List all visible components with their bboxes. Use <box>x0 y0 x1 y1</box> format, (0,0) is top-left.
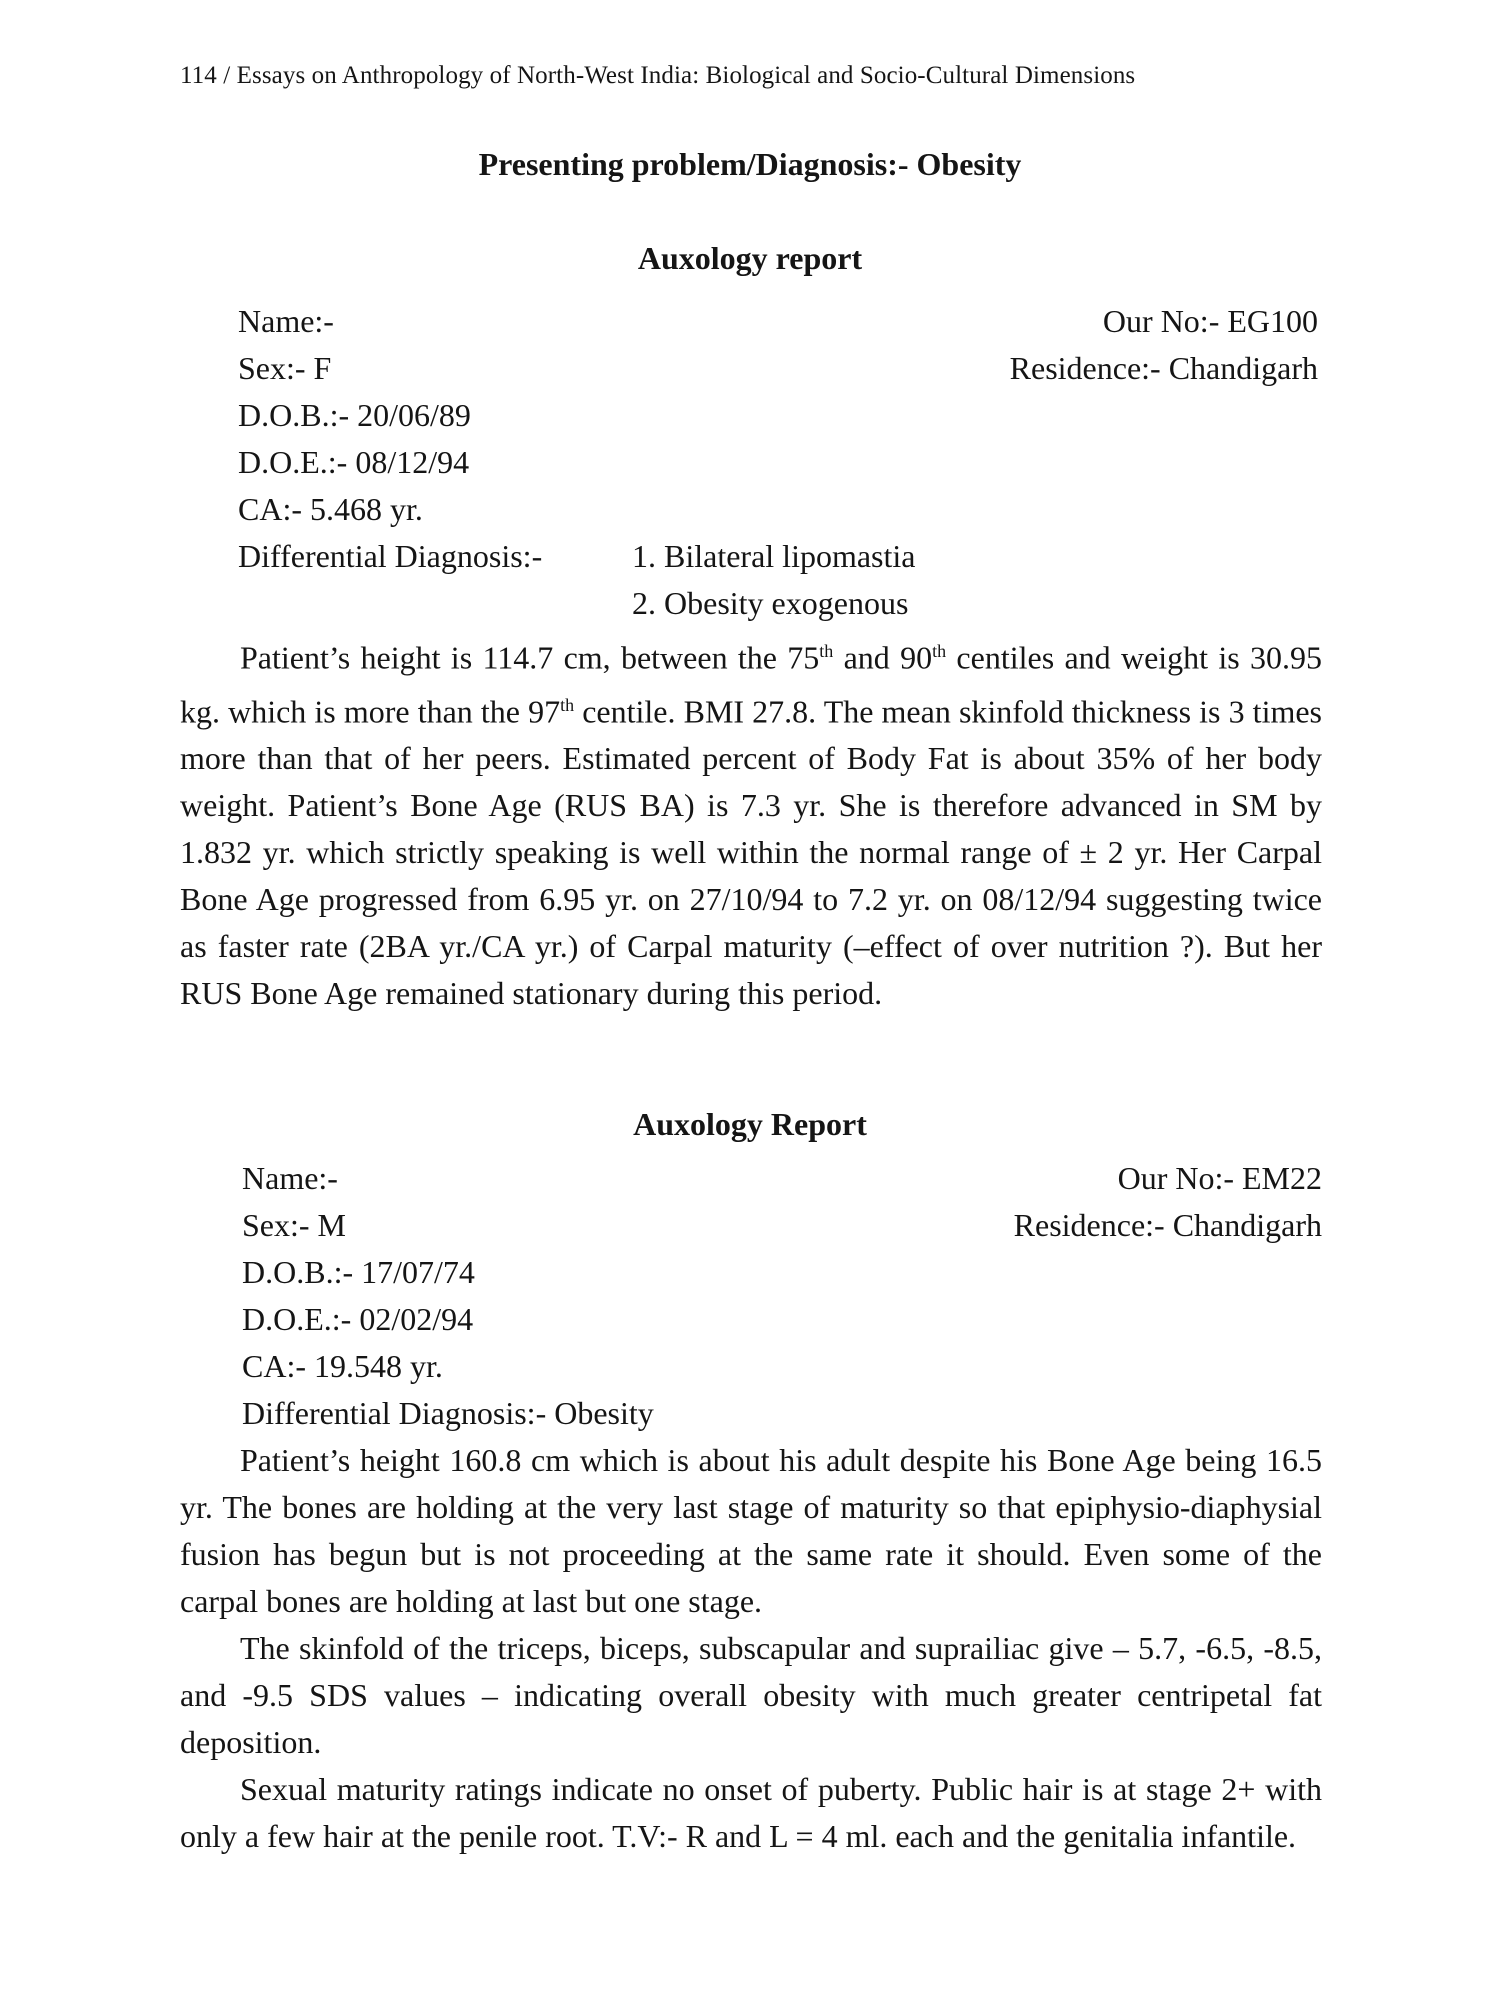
report2-paragraph-1: Patient’s height 160.8 cm which is about his adult despite his Bone Age being 16.5 yr. The bones are holding at the very last stage of maturity so that epiphysio-diaphysial fusion has begun but is not proceeding at the same rate it should. Even some of the carpal bones are holding at last but one stage. <box>180 1442 1322 1619</box>
report1-ca: CA:- 5.468 yr. <box>238 491 423 527</box>
presenting-problem-heading: Presenting problem/Diagnosis:- Obesity <box>478 146 1022 182</box>
report2-title: Auxology Report <box>633 1106 867 1142</box>
report1-diff-label: Differential Diagnosis:- <box>238 538 543 574</box>
report1-paragraph <box>180 628 1322 1017</box>
report2-residence: Residence:- Chandigarh <box>1013 1207 1322 1243</box>
report2-our-no: Our No:- EM22 <box>1117 1160 1322 1196</box>
report2-paragraph-2: The skinfold of the triceps, biceps, subscapular and suprailiac give – 5.7, -6.5, -8.5, and -9.5 SDS values – indicating overall obesity with much greater centripetal fat deposition. <box>180 1630 1322 1760</box>
report1-sex: Sex:- F <box>238 350 332 386</box>
report1-doe: D.O.E.:- 08/12/94 <box>238 444 470 480</box>
superscript-th: th <box>560 694 575 715</box>
report1-diff-item-1: 1. Bilateral lipomastia <box>632 538 916 574</box>
report1-text-b: and 90 <box>833 639 933 676</box>
report1-body-text <box>180 628 1322 1017</box>
report2-ca: CA:- 19.548 yr. <box>242 1348 443 1384</box>
superscript-th: th <box>819 641 834 661</box>
report1-text-a: Patient’s height is 114.7 cm, between the 75 <box>240 639 820 676</box>
superscript-th: th <box>932 641 947 661</box>
report2-paragraphs <box>180 1437 1322 1860</box>
report1-diff-item-2: 2. Obesity exogenous <box>632 585 909 621</box>
report1-our-no: Our No:- EG100 <box>1102 303 1318 339</box>
report2-paragraph-3: Sexual maturity ratings indicate no onset of puberty. Public hair is at stage 2+ with only a few hair at the penile root. T.V:- R and L = 4 ml. each and the genitalia infantile. <box>180 1771 1322 1854</box>
report2-dob: D.O.B.:- 17/07/74 <box>242 1254 475 1290</box>
report2-sex: Sex:- M <box>242 1207 346 1243</box>
report2-name: Name:- <box>242 1160 338 1196</box>
report2-diff: Differential Diagnosis:- Obesity <box>242 1395 654 1431</box>
report2-doe: D.O.E.:- 02/02/94 <box>242 1301 474 1337</box>
report1-text-c: centiles and weight is 30.95 kg. which is more than the 97 <box>180 639 1323 730</box>
running-head: 114 / Essays on Anthropology of North-West India: Biological and Socio-Cultural Dimensions <box>180 62 1136 89</box>
report1-residence: Residence:- Chandigarh <box>1009 350 1318 386</box>
report1-title: Auxology report <box>637 240 863 276</box>
report1-dob: D.O.B.:- 20/06/89 <box>238 397 471 433</box>
report1-name: Name:- <box>238 303 334 339</box>
report1-text-d: centile. BMI 27.8. The mean skinfold thickness is 3 times more than that of her peers. Estimated percent of Body Fat is about 35% of her body weight. Patient’s Bone Age (RUS BA) is 7.3 yr. She is therefore advanced in SM by 1.832 yr. which strictly speaking is well within the normal range of ± 2 yr. Her Carpal Bone Age progressed from 6.95 yr. on 27/10/94 to 7.2 yr. on 08/12/94 suggesting twice as faster rate (2BA yr./CA yr.) of Carpal maturity (–effect of over nutrition ?). But her RUS Bone Age remained stationary during this period. <box>180 693 1323 1012</box>
